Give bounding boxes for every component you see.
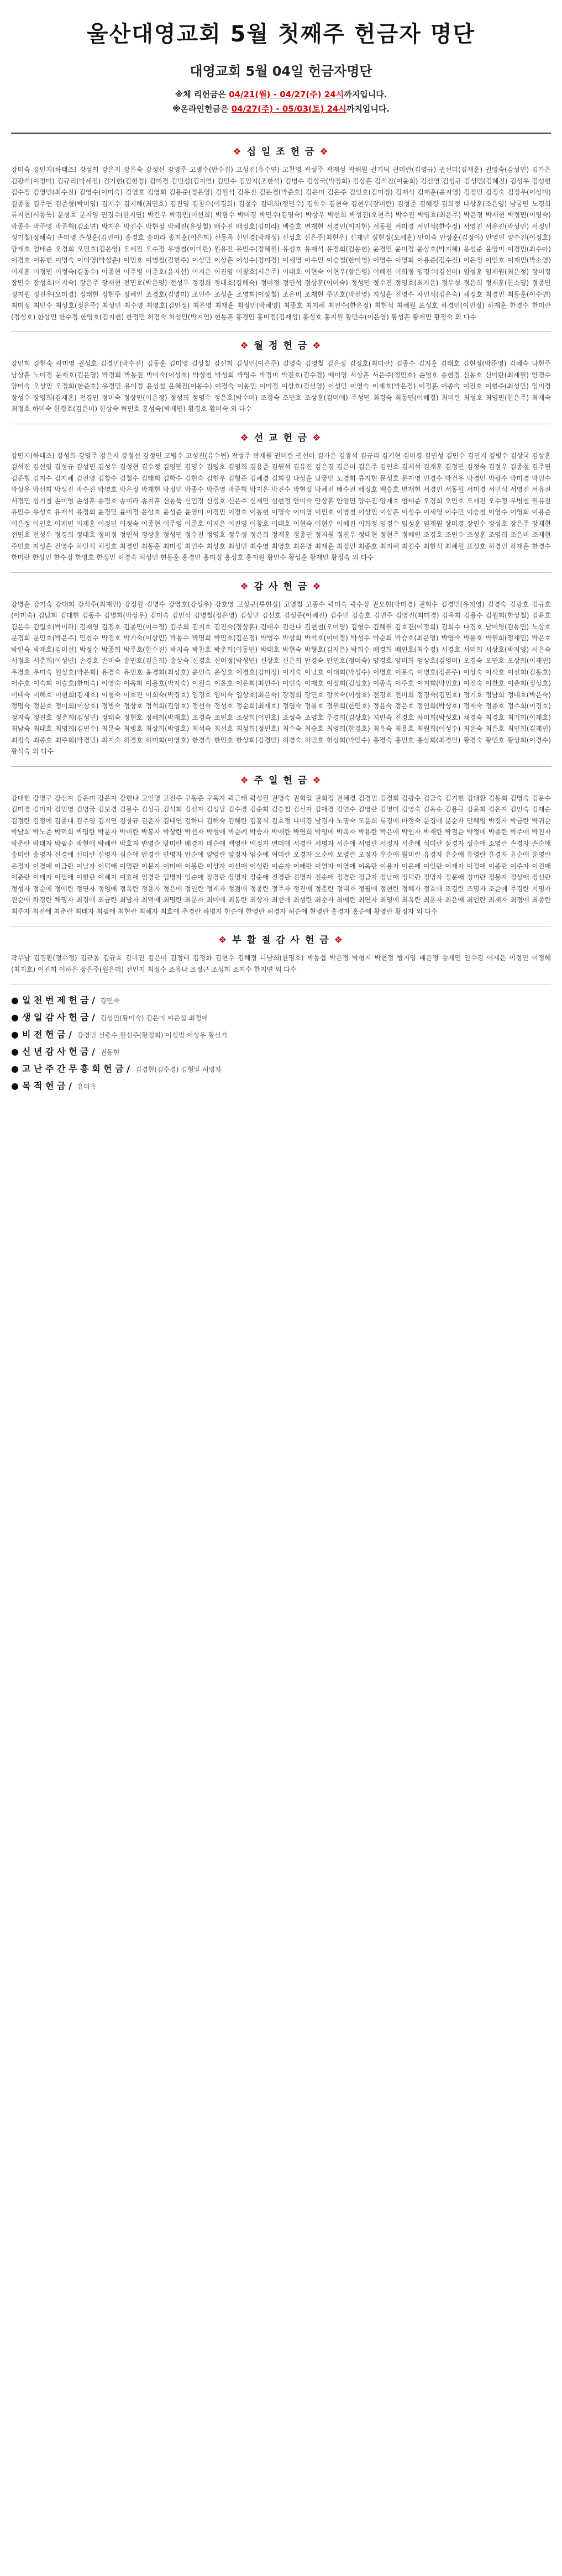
section-title-sunday	[11, 772, 551, 786]
star-icon: ❖	[312, 432, 322, 444]
offering-names: 유미옥	[77, 1083, 97, 1091]
section-title-tithe-text: 십 일 조 헌 금	[246, 146, 316, 157]
section-title-monthly	[11, 338, 551, 351]
bullet-icon: ●	[11, 1012, 19, 1023]
section-divider	[11, 572, 551, 573]
star-icon: ❖	[240, 432, 250, 444]
offering-label: 생 일 감 사 헌 금	[22, 1012, 89, 1023]
list-item: ● 일 천 번 제 헌 금 / 강민숙	[11, 995, 120, 1005]
star-icon: ❖	[240, 340, 250, 351]
section-title-easter	[11, 932, 551, 946]
names-mission: 강민지(하태조) 강성희 강영주 강은지 강정선 강정민 고병수 고성진(유수연) 곽성주 곽재원 권미란 권선미 김가은 김광석 김규리 김기현 김미경 김민성 김민수 김민지 김병수 김상국 김상훈 김석진 김선영 김성규 김성민 김성우 김성현 김수정 김영민 김영수 김영호 김영희 김용준 김원석 김유진 김은경 김은미 김은주 김인호 김재석 김재훈 김정민 김정숙 김정우 김종철 김주연 김준형 김지수 김지혜 김진영 김창수 김철수 김태희 김학수 김현숙 김현우 김형준 김혜경 김희정 나상훈 남궁민 노경희 류지현 문성호 문지영 민경수 박건우 박경민 박광수 박미경 박민수 박상우 박선희 박성진 박수진 박영호 박은정 박재현 박정민 박종수 박주영 박준혁 박지은 박진수 박현정 박혜진 배수진 배정호 백승호 변재현 서경민 서동원 서미경 서민석 서영진 서유진 서정민 성기철 손미영 손성훈 송경호 송미라 송지훈 신동욱 신민경 신성호 신은주 신재민 심현정 안미숙 안상훈 안영민 양수진 양재호 엄태준 오경희 오민호 오세진 오수정 우병철 원유진 유민수 유성호 유재석 유정희 윤경민 윤미정 윤상호 윤성준 윤영미 이경민 이경호 이동현 이명숙 이미영 이민호 이병철 이상민 이상훈 이성수 이세영 이수민 이승철 이영수 이영희 이용준 이은정 이인호 이재민 이재훈 이정민 이정숙 이종현 이주영 이준호 이지은 이진영 이창호 이태호 이현숙 이현우 이혜진 이희정 임경수 임성훈 임재원 장미경 장민수 장성호 장은주 장재현 전민호 전성우 정경희 정대호 정미정 정민석 정상훈 정성민 정수진 정영호 정우성 정은희 정재훈 정종민 정지원 정진우 정태현 정현주 정혜인 조경호 조민수 조성훈 조영희 조은비 조재현 주민호 지성훈 진영수 차민석 채정호 최경민 최동훈 최미정 최민수 최상호 최성민 최수영 최영호 최은영 최재훈 최정민 최종호 최지혜 최진수 최현석 최혜원 표성호 하경민 하재훈 한경수 한미란 한상민 한수정 한영호 한정민 허경숙 허성민 현동훈 홍경민 홍미정 홍성호 홍지원 황민수 황성훈 황재민 황정숙 외 다수	[11, 451, 551, 561]
bullet-icon: ●	[11, 1046, 19, 1057]
section-title-sunday-text: 주 일 헌 금	[254, 775, 308, 786]
offering-names: 강경민 신충수 원선주(황정희) 이성범 이상우 황선기	[77, 1031, 228, 1039]
offering-label: 고 난 주 간 무 흥 회 헌 금	[22, 1063, 124, 1074]
section-tithe	[11, 144, 551, 323]
names-easter: 곽부남 김경환(정수정) 김규동 김규효 김미진 김은미 김정태 김정화 김현수 김혜정 나남희(한명호) 박동섭 박은정 박형지 박현정 방지영 배은정 송재민 안수경 이재은 이정민 이정혜(최지호) 이진희 이하은 장은주(원은미) 전인지 최정수 조유나 조정근 조성희 조지수 한지연 외 다수	[11, 954, 551, 973]
section-title-tithe	[11, 144, 551, 157]
notice-offline-period: 04/21(월) - 04/27(주) 24시	[229, 89, 344, 99]
section-title-monthly-text: 월 정 헌 금	[254, 340, 308, 351]
star-icon: ❖	[240, 775, 250, 786]
section-monthly	[11, 338, 551, 415]
bullet-icon: ●	[11, 995, 19, 1005]
names-thanksgiving: 강병훈 강기숙 강대희 강석주(최재민) 강정원 김명수 강영호(강성우) 강호영 고상규(류현정) 고영철 고종수 곽미숙 곽수정 권오현(박미경) 권혁수 김경민(유지영) 김경숙 김광호 김규호(이미숙) 김남희 김대현 김동수 김명희(박상우) 김미숙 김민석 김병철(정은영) 김상민 김선호 김성준(이혜진) 김수민 김승호 김연주 김영진(최미경) 김옥희 김용수 김원희(한상철) 김윤호 김은수 김일호(박미라) 김재영 김정호 김종민(이수정) 김주희 김지호 김진숙(정상훈) 김태수 김한나 김현철(오미영) 김형수 김혜원 김호진(이정희) 김희수 나경호 남미영(김동민) 노상호 문경희 문민호(박은주) 민성수 박경호 박기숙(이상민) 박동수 박명희 박민호(김은정) 박병수 박상희 박석호(이미경) 박성수 박순희 박승호(최은영) 박영숙 박용호 박원희(정재민) 박은호 박인숙 박재호(김미선) 박정수 박종희 박주호(한수진) 박지숙 박찬호 박춘희(이동민) 박태호 박현숙 박형호(김지은) 박희수 배경희 배민호(최수경) 서경호 서미희 서상호(박지영) 서은숙 서정호 서춘희(이성민) 손경호 손미숙 송민호(김은희) 송상숙 신경호 신미정(박성민) 신상호 신은희 안경숙 안민호(정미숙) 양경호 양미희 엄상호(김영미) 오경숙 오민호 오상희(이재민) 우경호 우미숙 원상호(박은희) 유경숙 유민호 윤경희(최성호) 윤민숙 윤상호 이경호(김미정) 이기숙 이남호 이대희(박성수) 이명호 이문숙 이병호(정은주) 이상숙 이석호 이선희(김동호) 이수호 이숙희 이승호(한미숙) 이영숙 이옥희 이용호(박지숙) 이원숙 이윤호 이은희(최민수) 이인숙 이재호 이정희(김성호) 이종숙 이주호 이지희(박민호) 이진숙 이찬호 이춘희(정상호) 이태숙 이해호 이현희(김재호) 이형숙 이호진 이희숙(박경호) 임경호 임미숙 임상호(최은숙) 장경희 장민호 장석숙(이성호) 전경호 전미희 정경숙(김민호) 정기호 정남희 정대호(박은숙) 정명숙 정문호 정미희(이상호) 정병숙 정상호 정석희(김영호) 정선숙 정성호 정순희(최재호) 정영숙 정용호 정원희(한민호) 정윤숙 정은호 정인희(박상호) 정재숙 정종호 정주희(이경호) 정지숙 정진호 정춘희(김성민) 정태숙 정현호 정혜희(박재호) 조경숙 조민호 조상희(이민호) 조성숙 조영호 주경희(김상호) 지민숙 진경호 차미희(박성호) 채경숙 최경호 최기희(이재호) 최남숙 최대호 최명희(김민수) 최문숙 최병호 최상희(박영호) 최석숙 최선호 최성희(정민호) 최수숙 최승호 최영희(한경호) 최옥숙 최용호 최원희(이성수) 최윤숙 최은호 최인희(김재민) 최정숙 최종호 최주희(박경민) 최지숙 하경호 하미희(이영호) 한경숙 한민호 한상희(김경민) 허경숙 허민호 현상희(박민수) 홍경숙 홍민호 홍상희(최경민) 황경숙 황민호 황상희(이경수) 황석숙 외 다수	[11, 600, 551, 755]
offering-label: 비 전 헌 금	[22, 1029, 66, 1040]
star-icon: ❖	[218, 935, 228, 946]
star-icon: ❖	[240, 581, 250, 592]
notice-online-period: 04/27(주) - 05/03(토) 24시	[231, 104, 346, 114]
offering-names: 김경현(김수경) 김형일 허영자	[135, 1066, 222, 1073]
section-thanksgiving	[11, 578, 551, 757]
names-monthly: 강민희 강현숙 곽미영 권성호 김경민(박수진) 김동훈 김미영 김상철 김선희 김성민(이은주) 김영숙 김영철 김은정 김정호(최미란) 김종수 김지훈 김태호 김현정(박준영) 김혜숙 나현주 남상훈 노미경 문재호(김은영) 박경희 박동진 박미숙(이성호) 박상철 박성희 박영수 박정미 박진호(김수경) 배미영 서상훈 서은주(정민호) 손영호 송현정 신동호 신미란(최재원) 안경수 양미숙 오상민 오정희(한준호) 유경민 유미정 윤성철 윤혜진(이동수) 이경숙 이동민 이미정 이상호(김선영) 이성민 이영숙 이재호(박은정) 이정훈 이종숙 이진호 이현주(최성민) 임미경 장성수 장영희(김재훈) 전경민 정미숙 정상민(이은정) 정성희 정영수 정은호(박수미) 조경숙 조민호 조상훈(김미애) 주성민 최경숙 최동민(이혜경) 최미란 최성호 최영민(한은주) 최재숙 최정호 하미숙 한경호(김은미) 한상숙 허민호 홍성숙(박재민) 황경호 황미숙 외 다수	[11, 360, 551, 413]
bullet-icon: ●	[11, 1081, 19, 1091]
section-title-thanksgiving	[11, 578, 551, 592]
section-title-mission-text: 선 교 헌 금	[254, 432, 308, 444]
star-icon: ❖	[319, 146, 329, 157]
star-icon: ❖	[312, 581, 322, 592]
page-title: 울산대영교회 5월 첫째주 헌금자 명단	[86, 22, 476, 47]
list-item: ● 생 일 감 사 헌 금 / 김성민(황미숙) 김은미 이은실 최정애	[11, 1012, 208, 1023]
notice-online-suffix: 까지입니다.	[346, 104, 390, 114]
section-title-easter-text: 부 활 절 감 사 헌 금	[232, 935, 330, 946]
bullet-icon: ●	[11, 1063, 19, 1074]
star-icon: ❖	[312, 340, 322, 351]
names-sunday: 강대현 강명구 강신자 강은미 강은자 강현나 고인영 고진주 구동준 구옥자 곽근태 곽성원 권명숙 권혁일 권희정 권혜경 김경민 김경희 김광수 김금숙 김기현 김대환 김동희 김명숙 김문수 김미경 김미자 김민영 김병국 김보경 김봉수 김상규 김석희 김선자 김성남 김수경 김순희 김승철 김신자 김애경 김연수 김영란 김영미 김영숙 김옥순 김용규 김윤희 김은자 김인숙 김재순 김정란 김정애 김종대 김주영 김지연 김창규 김춘자 김태연 김하나 김해숙 김혜란 김홍식 김효정 나미경 남경자 노명숙 도윤희 류경애 마정숙 문경애 문순자 민혜영 박경자 박금란 박귀순 박남희 박노준 박덕희 박명란 박문자 박미란 박봉자 박상란 박선자 박성애 박순례 박승자 박애란 박연희 박영애 박옥자 박용란 박은애 박인자 박재란 박점순 박정애 박종란 박주애 박진자 박춘란 박태자 박필순 박현애 박혜란 박효자 반영순 방미란 배경자 배순애 백영란 백정자 변미애 서경란 서명자 서순애 서영란 서정자 서춘애 석미란 설경자 성순애 소영란 손경자 손순애 송미란 송영자 신경애 신미란 신영자 심순애 안경란 안명자 안순애 양영란 양정자 엄순애 여미란 오경자 오순애 오영란 오정자 우순애 원미란 유경자 유순애 유영란 윤경자 윤순애 윤영란 은정자 이경애 이금란 이남자 이덕애 이명란 이문자 이미애 이봉란 이상자 이선애 이성란 이순자 이애란 이연자 이영애 이옥란 이용자 이은애 이인란 이재자 이정애 이종란 이주자 이진애 이춘란 이태자 이필애 이현란 이혜자 이효애 임경란 임명자 임순애 장경란 장명자 장순애 전경란 전명자 전순애 정경란 정금자 정남애 정덕란 정명자 정문애 정미란 정봉자 정상애 정선란 정성자 정순애 정애란 정연자 정영애 정옥란 정용자 정은애 정인란 정재자 정점애 정종란 정주자 정진애 정춘란 정태자 정필애 정현란 정혜자 정효애 조경란 조명자 조순애 주경란 지명자 진순애 차경란 채명자 최경애 최금란 최남자 최덕애 최명란 최문자 최미애 최봉란 최상자 최선애 최성란 최순자 최애란 최연자 최영애 최옥란 최용자 최은애 최인란 최재자 최정애 최종란 최주자 최진애 최춘란 최태자 최필애 최현란 최혜자 최효애 추경란 하명자 한순애 한영란 허경자 허순애 현영란 홍경자 홍순애 황영란 황정자 외 다수	[11, 794, 551, 915]
header-divider	[11, 133, 551, 134]
notice-online-prefix: ※온라인헌금은	[172, 104, 229, 114]
section-mission	[11, 430, 551, 563]
list-item: ● 비 전 헌 금 / 강경민 신충수 원선주(황정희) 이성범 이상우 황선기	[11, 1029, 228, 1040]
section-divider	[11, 331, 551, 332]
offering-label: 신 년 감 사 헌 금	[22, 1046, 89, 1057]
star-icon: ❖	[233, 146, 243, 157]
section-sunday	[11, 772, 551, 918]
offering-label: 일 천 번 제 헌 금	[22, 995, 89, 1005]
section-divider	[11, 766, 551, 767]
list-item: ● 고 난 주 간 무 흥 회 헌 금 / 김경현(김수경) 김형일 허영자	[11, 1063, 222, 1074]
notice-offline-suffix: 까지입니다.	[344, 89, 387, 99]
section-easter	[11, 932, 551, 975]
page-subtitle: 대영교회 5월 04일 헌금자명단	[190, 64, 372, 79]
list-item: ● 신 년 감 사 헌 금 / 권동현	[11, 1046, 120, 1057]
offering-label: 목 적 헌 금	[22, 1081, 66, 1091]
notice-online	[11, 102, 551, 116]
special-offerings-list	[11, 992, 551, 1095]
offering-names: 강민숙	[100, 997, 120, 1005]
offering-names: 김성민(황미숙) 김은미 이은실 최정애	[100, 1014, 208, 1022]
section-title-thanksgiving-text: 감 사 헌 금	[254, 581, 308, 592]
names-tithe: 강미숙 강민지(하태조) 강성희 강은지 강은숙 강정선 강영주 고병수(안수집) 고성진(유수연) 고찬영 곽성주 곽재성 곽해원 권기덕 권미란(김영규) 권선미(김재훈) 권영숙(강성민) 김가은 김광석(이정미) 김규리(박세진) 김기현(김현정) 김미경 김민성(김지연) 김민수 김민지(조한석) 김병수 김상국(박정희) 김상훈 김석진(이윤희) 김선영 김성규 김성민(김혜진) 김성우 김성현 김수정 김영민(최수진) 김영수(이미숙) 김영호 김영희 김용준(정은영) 김원석 김유진 김은경(박준호) 김은미 김은주 김인호(김미정) 김재석 김재훈(윤지영) 김정민 김정숙 김정우(이상미) 김종철 김주연 김준형(박미영) 김지수 김지혜(최민호) 김진영 김창수(이경희) 김철수 김태희(정민수) 김학수 김현숙 김현우(장미란) 김형준 김혜경 김희정 나상훈(조은영) 남궁민 노경희 류지현(서동욱) 문성호 문지영 민경수(한지연) 박건우 박경민(이선희) 박광수 박미경 박민수(김영숙) 박상우 박선희 박성진(오현주) 박수진 박영호(최은주) 박은정 박재현 박정민(이영숙) 박종수 박주영 박준혁(김소연) 박지은 박진수 박현정 박혜진(윤상철) 배수진 배정호(김미라) 백승호 변재현 서경민(이지현) 서동원 서미경 서민석(한수정) 서영진 서유진(박성민) 서정민 성기철(정해숙) 손미영 손성훈(김민아) 송경호 송미라 송지훈(이은희) 신동욱 신민경(박재성) 신성호 신은주(최현우) 신재민 심현정(오세훈) 안미숙 안상훈(김정아) 안영민 양수진(이정호) 양재호 엄태준 오경희 오민호(김은영) 오세진 오수정 우병철(이미란) 원유진 유민수(정혜원) 유성호 유재석 유정희(김동현) 윤경민 윤미정 윤상호(박지혜) 윤성준 윤영미 이경민(최수아) 이경호 이동현 이명숙 이미영(박상훈) 이민호 이병철(김현주) 이상민 이상훈 이성수(정미경) 이세영 이수민 이승철(한미영) 이영수 이영희 이용준(김수진) 이은정 이인호 이재민(박소영) 이재훈 이정민 이정숙(김동수) 이종현 이주영 이준호(윤지선) 이지은 이진영 이창호(서은주) 이태호 이현숙 이현우(장은영) 이혜진 이희정 임경수(김선미) 임성훈 임재원(최은정) 장미경 장민수 장성호(이지숙) 장은주 장재현 전민호(박은영) 전성우 정경희 정대호(김혜숙) 정미정 정민석 정상훈(이미숙) 정성민 정수진 정영호(최지은) 정우성 정은희 정재훈(한소영) 정종민 정지원 정진우(오미경) 정태현 정현주 정혜인 조경호(김영미) 조민수 조성훈 조영희(이상철) 조은비 조재현 주민호(박선영) 지성훈 진영수 차민석(김은숙) 채정호 최경민 최동훈(이수연) 최미정 최민수 최상호(정은주) 최성민 최수영 최영호(김민정) 최은영 최재훈 최정민(박혜영) 최종호 최지혜 최진수(한은정) 최현석 최혜원 표성호 하경민(이민정) 하재훈 한경수 한미란(정성호) 한상민 한수정 한영호(김지현) 한정민 허경숙 허성민(박지연) 현동훈 홍경민 홍미정(김재성) 홍성호 홍지원 황민수(이은영) 황성훈 황재민 황정숙 외 다수	[11, 166, 551, 321]
bullet-icon: ●	[11, 1029, 19, 1040]
star-icon: ❖	[334, 935, 344, 946]
notice-offline	[11, 87, 551, 102]
list-item: ● 목 적 헌 금 / 유미옥	[11, 1081, 97, 1091]
star-icon: ❖	[312, 775, 322, 786]
notice-offline-prefix: ※체 리헌금은	[175, 89, 226, 99]
offering-names: 권동현	[100, 1049, 120, 1056]
section-title-mission	[11, 430, 551, 444]
